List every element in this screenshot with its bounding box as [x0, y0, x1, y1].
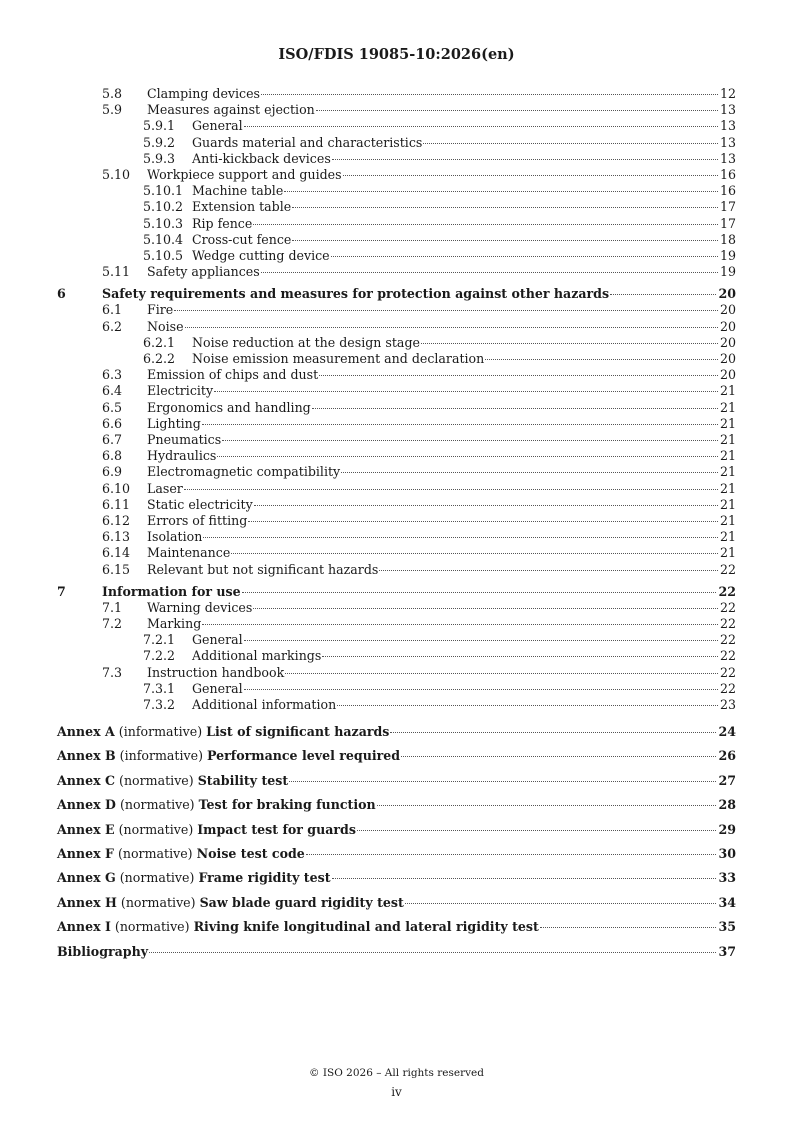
dot-leader	[203, 537, 718, 538]
toc-entry-title-text: Errors of fitting	[147, 513, 248, 528]
toc-entry[interactable]	[0, 464, 793, 480]
toc-page-number: 17	[719, 215, 736, 231]
toc-entry-title-text: Machine table	[192, 183, 284, 199]
toc-page-number: 22	[719, 632, 736, 648]
annex-qualifier: (normative)	[119, 797, 195, 813]
annex-title: Frame rigidity test	[198, 870, 331, 886]
annex-qualifier: (normative)	[119, 870, 195, 886]
toc-entry-number: 6.4	[102, 383, 123, 399]
toc-entry[interactable]	[0, 665, 793, 681]
toc-annex-entry[interactable]	[0, 748, 793, 764]
toc-entry-number: 7.2.2	[143, 648, 176, 664]
dot-leader	[312, 408, 718, 409]
toc-entry-number: 6.2.2	[143, 351, 176, 366]
toc-entry[interactable]	[0, 102, 793, 118]
toc-entry-title	[192, 632, 243, 648]
toc-entry[interactable]	[0, 367, 793, 383]
toc-entry-number: 5.9	[102, 102, 123, 118]
toc-entry-title	[147, 481, 183, 497]
toc-page-number: 13	[719, 118, 736, 134]
annex-label: Annex A	[57, 724, 115, 739]
annex-label: Annex G	[57, 870, 116, 886]
toc-entry-number: 7.3.1	[143, 680, 176, 696]
toc-entry-title	[147, 400, 311, 416]
toc-entry-title	[192, 681, 243, 697]
toc-entry-title-text: Anti-kickback devices	[192, 150, 331, 166]
dot-leader	[485, 359, 718, 360]
toc-entry-title	[147, 383, 213, 399]
toc-entry[interactable]	[0, 302, 793, 318]
annex-title: Riving knife longitudinal and lateral rigidity test	[193, 919, 539, 935]
annex-title: Saw blade guard rigidity test	[199, 894, 404, 910]
dot-leader	[254, 505, 718, 506]
toc-entry-title	[192, 118, 243, 134]
toc-page-number: 13	[719, 150, 736, 166]
toc-entry[interactable]	[0, 248, 793, 264]
annex-qualifier: (normative)	[117, 846, 193, 861]
toc-entry-number: 6.7	[102, 432, 123, 447]
dot-leader	[185, 327, 718, 328]
toc-page-number: 21	[719, 513, 736, 528]
dot-leader	[289, 781, 716, 782]
toc-entry[interactable]	[0, 383, 793, 399]
toc-entry-number: 7.3	[102, 664, 123, 680]
toc-page-number: 13	[719, 102, 736, 118]
toc-entry-number: 6.9	[102, 464, 123, 480]
toc-page-number: 22	[719, 680, 736, 696]
toc-entry-title	[57, 822, 356, 838]
toc-entry-title	[147, 464, 340, 480]
toc-page-number: 21	[719, 529, 736, 545]
toc-entry[interactable]	[0, 513, 793, 529]
toc-entry-title-text: Measures against ejection	[147, 102, 315, 118]
toc-entry-title	[57, 773, 288, 789]
toc-page-number: 29	[718, 821, 736, 837]
toc-entry-number: 6.5	[102, 399, 123, 415]
toc-entry-number: 6.2.1	[143, 334, 176, 350]
toc-entry-title	[57, 919, 539, 935]
toc-entry-title	[102, 584, 241, 600]
annex-label: Annex B	[57, 748, 116, 764]
toc-entry-title-text: Wedge cutting device	[192, 248, 330, 263]
toc-page-number: 22	[719, 648, 736, 664]
toc-entry-title-text: Additional information	[192, 697, 337, 712]
toc-entry-title-text: Hydraulics	[147, 448, 217, 464]
toc-entry-title	[192, 248, 330, 264]
toc-entry-title-text: Bibliography	[57, 943, 149, 959]
toc-page-number: 21	[719, 383, 736, 399]
toc-entry[interactable]	[0, 135, 793, 151]
dot-leader	[332, 159, 718, 160]
toc-annex-entry[interactable]	[0, 895, 793, 911]
toc-entry-number: 6	[57, 286, 66, 302]
toc-entry-title	[147, 600, 252, 616]
annex-title: Stability test	[197, 772, 289, 788]
toc-annex-entry[interactable]	[0, 797, 793, 813]
toc-page-number: 30	[718, 846, 736, 861]
dot-leader	[244, 126, 718, 127]
toc-entry[interactable]	[0, 648, 793, 664]
toc-entry-title	[147, 448, 216, 464]
toc-entry[interactable]	[0, 118, 793, 134]
toc-entry-number: 6.12	[102, 513, 131, 528]
toc-entry-number: 5.11	[102, 264, 131, 280]
toc-annex-entry[interactable]	[0, 822, 793, 838]
toc-entry-title	[192, 648, 321, 664]
toc-entry-title-text: Instruction handbook	[147, 664, 285, 680]
toc-annex-entry[interactable]	[0, 944, 793, 960]
toc-entry-title	[192, 351, 484, 367]
toc-entry-title	[192, 151, 331, 167]
dot-leader	[244, 640, 718, 641]
toc-page-number: 12	[719, 86, 736, 101]
toc-entry-title	[192, 199, 291, 215]
toc-entry[interactable]	[0, 264, 793, 280]
toc-page-number: 16	[719, 167, 736, 182]
dot-leader	[285, 673, 718, 674]
toc-entry-title-text: Information for use	[102, 583, 241, 599]
toc-entry-title	[147, 302, 173, 318]
annex-title: Noise test code	[196, 846, 305, 861]
dot-leader	[405, 903, 717, 904]
toc-entry[interactable]	[0, 86, 793, 102]
toc-entry-number: 5.9.1	[143, 118, 176, 134]
toc-page-number: 27	[718, 772, 736, 788]
toc-page-number: 37	[718, 943, 736, 959]
toc-entry-title-text: General	[192, 118, 243, 134]
toc-entry-number: 6.14	[102, 545, 131, 561]
toc-entry[interactable]	[0, 497, 793, 513]
dot-leader	[316, 110, 718, 111]
toc-entry-title	[57, 797, 376, 813]
toc-entry-title	[147, 497, 253, 513]
toc-annex-entry[interactable]	[0, 870, 793, 886]
annex-label: Annex H	[57, 894, 117, 910]
toc-entry-title	[147, 545, 230, 561]
toc-page-number: 21	[719, 415, 736, 431]
toc-page-number: 35	[718, 919, 736, 935]
toc-entry-title	[147, 616, 201, 632]
dot-leader	[222, 440, 718, 441]
toc-entry[interactable]	[0, 416, 793, 432]
toc-entry-title	[57, 748, 400, 764]
toc-entry-title-text: Noise reduction at the design stage	[192, 334, 420, 350]
toc-entry-number: 7.3.2	[143, 697, 176, 712]
toc-entry-number: 6.10	[102, 480, 131, 496]
dot-leader	[184, 489, 718, 490]
toc-page-number: 21	[719, 545, 736, 561]
toc-entry-title	[147, 665, 284, 681]
toc-entry[interactable]	[0, 351, 793, 367]
toc-entry-title	[147, 86, 260, 102]
toc-entry[interactable]	[0, 697, 793, 713]
toc-entry[interactable]	[0, 335, 793, 351]
toc-entry-number: 7	[57, 583, 66, 599]
dot-leader	[390, 732, 716, 733]
toc-entry-title-text: Rip fence	[192, 215, 253, 231]
dot-leader	[174, 310, 718, 311]
dot-leader	[540, 927, 717, 928]
toc-page-number: 22	[719, 616, 736, 631]
toc-entry[interactable]	[0, 319, 793, 335]
toc-entry-title-text: Clamping devices	[147, 86, 261, 101]
toc-page-number: 20	[719, 334, 736, 350]
toc-page-number: 16	[719, 183, 736, 199]
toc-entry-title-text: Guards material and characteristics	[192, 134, 423, 150]
toc-page-number: 22	[719, 599, 736, 615]
dot-leader	[306, 854, 717, 855]
dot-leader	[253, 224, 718, 225]
toc-entry-title-text: Fire	[147, 302, 174, 318]
document-header: ISO/FDIS 19085-10:2026(en)	[278, 46, 515, 63]
toc-entry[interactable]	[0, 616, 793, 632]
toc-annex-entry[interactable]	[0, 773, 793, 789]
toc-entry[interactable]	[0, 529, 793, 545]
toc-entry-title	[192, 335, 420, 351]
dot-leader	[292, 240, 718, 241]
toc-page-number: 21	[719, 448, 736, 464]
toc-entry-title	[147, 102, 315, 118]
copyright-notice: © ISO 2026 – All rights reserved	[309, 1067, 484, 1079]
toc-entry[interactable]	[0, 232, 793, 248]
toc-entry-title	[192, 135, 422, 151]
toc-page-number: 21	[719, 496, 736, 512]
toc-page-number: 26	[718, 748, 736, 764]
annex-title: List of significant hazards	[206, 724, 390, 739]
dot-leader	[217, 456, 718, 457]
dot-leader	[379, 570, 718, 571]
toc-entry[interactable]	[0, 448, 793, 464]
dot-leader	[421, 343, 718, 344]
toc-entry-number: 5.10.1	[143, 183, 184, 199]
toc-entry[interactable]	[0, 432, 793, 448]
toc-entry-number: 5.10.3	[143, 215, 184, 231]
dot-leader	[202, 624, 718, 625]
toc-entry-number: 6.1	[102, 302, 123, 318]
dot-leader	[284, 191, 718, 192]
toc-page-number: 33	[718, 870, 736, 886]
page-number: iv	[391, 1085, 402, 1099]
dot-leader	[253, 608, 718, 609]
toc-entry-title-text: Maintenance	[147, 545, 231, 561]
dot-leader	[319, 375, 718, 376]
toc-page-number: 28	[718, 797, 736, 813]
dot-leader	[214, 391, 718, 392]
toc-entry-title-text: Warning devices	[147, 599, 253, 615]
dot-leader	[231, 553, 718, 554]
toc-entry[interactable]	[0, 562, 793, 578]
toc-entry[interactable]	[0, 600, 793, 616]
annex-title: Test for braking function	[198, 797, 376, 813]
toc-entry-title	[147, 319, 184, 335]
toc-page-number: 19	[719, 248, 736, 263]
toc-entry[interactable]	[0, 216, 793, 232]
dot-leader	[343, 175, 718, 176]
dot-leader	[261, 272, 718, 273]
dot-leader	[332, 878, 717, 879]
toc-entry-title-text: Cross-cut fence	[192, 231, 292, 247]
toc-entry[interactable]	[0, 151, 793, 167]
toc-entry-title-text: Additional markings	[192, 648, 322, 664]
toc-entry-title	[57, 724, 389, 740]
toc-page-number: 20	[719, 302, 736, 318]
toc-entry-number: 5.10.5	[143, 248, 184, 263]
annex-qualifier: (normative)	[118, 821, 194, 837]
annex-qualifier: (normative)	[120, 894, 196, 910]
dot-leader	[377, 805, 717, 806]
toc-page-number: 20	[719, 367, 736, 383]
toc-entry-title-text: Safety appliances	[147, 264, 260, 280]
dot-leader	[341, 472, 718, 473]
toc-annex-entry[interactable]	[0, 724, 793, 740]
toc-entry[interactable]	[0, 286, 793, 302]
toc-entry-number: 7.2	[102, 616, 123, 631]
toc-entry[interactable]	[0, 400, 793, 416]
toc-entry-title	[147, 432, 221, 448]
toc-entry-number: 5.10.2	[143, 199, 184, 215]
dot-leader	[610, 294, 716, 295]
toc-entry-number: 7.2.1	[143, 632, 176, 648]
toc-entry-title-text: Static electricity	[147, 496, 253, 512]
toc-entry-title	[147, 367, 318, 383]
toc-entry[interactable]	[0, 167, 793, 183]
toc-entry-number: 5.8	[102, 86, 123, 101]
toc-entry-title	[192, 697, 336, 713]
toc-page-number: 34	[718, 894, 736, 910]
toc-entry-title	[147, 264, 260, 280]
toc-entry-title-text: Extension table	[192, 199, 292, 215]
toc-entry-number: 6.3	[102, 367, 123, 383]
toc-entry-title-text: General	[192, 680, 243, 696]
toc-entry-title-text: Noise emission measurement and declaration	[192, 351, 485, 366]
annex-label: Annex C	[57, 772, 116, 788]
toc-entry[interactable]	[0, 632, 793, 648]
toc-page-number: 20	[719, 351, 736, 366]
toc-entry-title	[147, 562, 378, 578]
toc-entry[interactable]	[0, 681, 793, 697]
toc-page-number: 17	[719, 199, 736, 215]
toc-entry[interactable]	[0, 199, 793, 215]
toc-entry-title	[192, 232, 291, 248]
toc-entry-number: 7.1	[102, 599, 123, 615]
toc-page-number: 21	[719, 432, 736, 447]
toc-entry[interactable]	[0, 584, 793, 600]
toc-entry-number: 6.15	[102, 561, 131, 577]
toc-page-number: 19	[719, 264, 736, 280]
toc-entry-title-text: General	[192, 632, 243, 648]
toc-annex-entry[interactable]	[0, 919, 793, 935]
dot-leader	[337, 705, 718, 706]
toc-entry-title-text: Relevant but not significant hazards	[147, 561, 379, 577]
toc-entry-number: 6.8	[102, 448, 123, 464]
toc-entry-title-text: Ergonomics and handling	[147, 399, 311, 415]
toc-page-number: 21	[719, 464, 736, 480]
dot-leader	[423, 143, 718, 144]
toc-entry-title	[147, 529, 202, 545]
toc-entry-title	[147, 167, 342, 183]
toc-entry-number: 6.6	[102, 415, 123, 431]
toc-entry-title-text: Electricity	[147, 383, 214, 399]
toc-page-number: 18	[719, 231, 736, 247]
toc-entry[interactable]	[0, 183, 793, 199]
dot-leader	[292, 207, 718, 208]
toc-entry-number: 6.13	[102, 529, 131, 545]
annex-label: Annex E	[57, 821, 115, 837]
toc-entry-title-text: Marking	[147, 616, 202, 631]
toc-entry-title-text: Isolation	[147, 529, 203, 545]
toc-page-number: 21	[719, 480, 736, 496]
toc-page-number: 22	[718, 583, 736, 599]
toc-entry-number: 5.9.3	[143, 150, 176, 166]
toc-entry[interactable]	[0, 545, 793, 561]
toc-page-number: 23	[719, 697, 736, 712]
dot-leader	[401, 756, 716, 757]
dot-leader	[242, 592, 717, 593]
dot-leader	[322, 656, 718, 657]
toc-entry-title-text: Laser	[147, 480, 183, 496]
toc-entry-title	[147, 416, 201, 432]
annex-qualifier: (normative)	[114, 919, 190, 935]
annex-qualifier: (informative)	[118, 724, 203, 739]
toc-entry-number: 6.2	[102, 318, 123, 334]
annex-qualifier: (informative)	[119, 748, 203, 764]
toc-page-number: 20	[719, 318, 736, 334]
dot-leader	[202, 424, 718, 425]
toc-entry-title	[57, 944, 148, 960]
dot-leader	[261, 94, 718, 95]
toc-entry-title	[57, 870, 331, 886]
toc-entry-number: 5.10	[102, 167, 131, 182]
toc-entry-title-text: Safety requirements and measures for protection against other hazards	[102, 286, 610, 302]
toc-entry-title-text: Noise	[147, 318, 184, 334]
toc-entry-title	[147, 513, 247, 529]
toc-entry-title	[192, 216, 252, 232]
toc-entry-title	[57, 846, 305, 862]
toc-entry-title-text: Electromagnetic compatibility	[147, 464, 341, 480]
toc-entry-title-text: Pneumatics	[147, 432, 222, 447]
dot-leader	[149, 952, 716, 953]
toc-entry-title-text: Emission of chips and dust	[147, 367, 319, 383]
toc-entry-title	[57, 895, 404, 911]
toc-page-number: 21	[719, 399, 736, 415]
toc-entry-title	[192, 183, 283, 199]
toc-annex-entry[interactable]	[0, 846, 793, 862]
annex-title: Performance level required	[207, 748, 401, 764]
toc-page-number: 13	[719, 134, 736, 150]
annex-label: Annex I	[57, 919, 111, 935]
toc-page-number: 22	[719, 664, 736, 680]
annex-title: Impact test for guards	[197, 821, 356, 837]
dot-leader	[244, 689, 718, 690]
toc-entry-title	[102, 286, 609, 302]
toc-page-number: 20	[718, 286, 736, 302]
toc-entry-number: 5.10.4	[143, 231, 184, 247]
toc-entry-title-text: Lighting	[147, 415, 201, 431]
toc-entry-number: 5.9.2	[143, 134, 176, 150]
toc-entry-number: 6.11	[102, 496, 131, 512]
toc-entry-title-text: Workpiece support and guides	[147, 167, 342, 182]
annex-label: Annex D	[57, 797, 116, 813]
toc-page-number: 24	[718, 724, 736, 739]
dot-leader	[331, 256, 718, 257]
annex-label: Annex F	[57, 846, 114, 861]
dot-leader	[357, 830, 717, 831]
toc-entry[interactable]	[0, 481, 793, 497]
annex-qualifier: (normative)	[119, 772, 194, 788]
dot-leader	[248, 521, 718, 522]
toc-page-number: 22	[719, 561, 736, 577]
